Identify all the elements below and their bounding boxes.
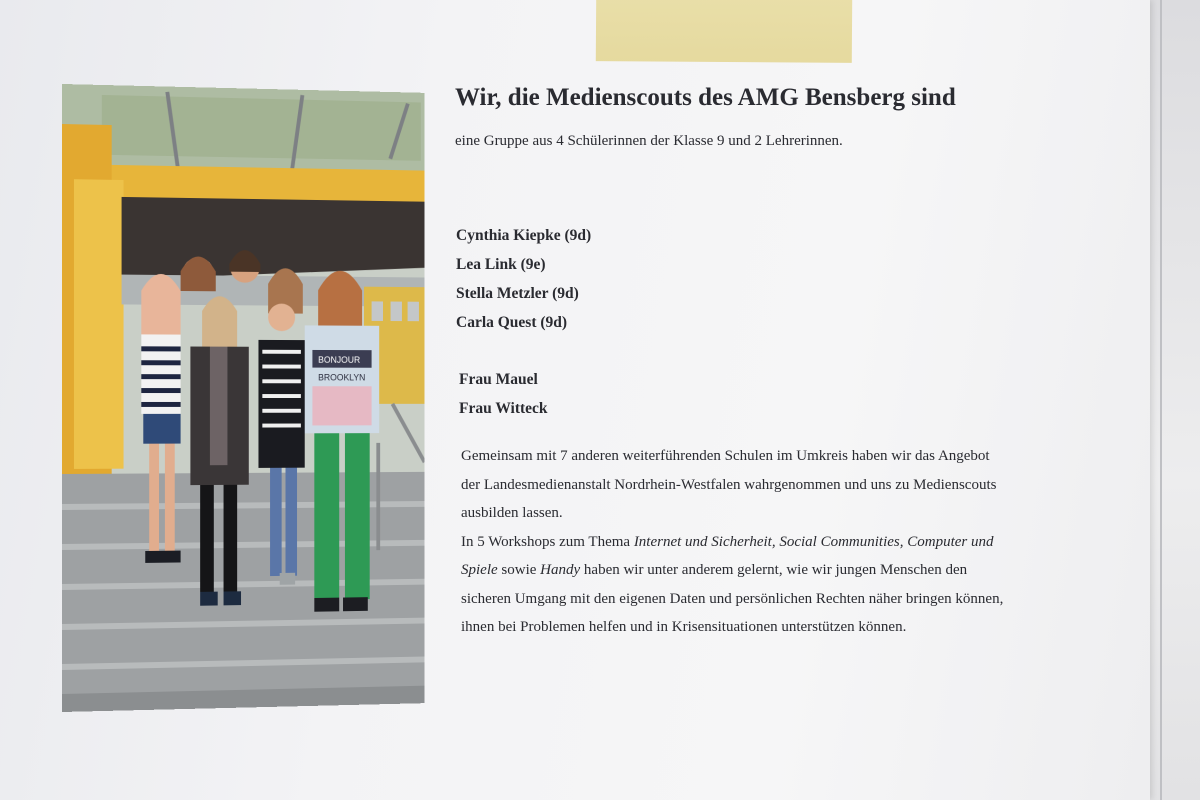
paragraph-line	[461, 556, 1081, 585]
shirt-text-1: BONJOUR	[318, 354, 361, 365]
paragraph-line: der Landesmedienanstalt Nordrhein-Westfalen wahrgenommen und uns zu Medienscouts	[461, 476, 997, 493]
paragraph-line: ihnen bei Problemen helfen und in Krisensituationen unterstützen können.	[461, 619, 907, 635]
student-list	[456, 221, 591, 337]
student-name: Lea Link (9e)	[456, 256, 546, 273]
wall-edge	[1160, 0, 1162, 800]
paragraph-text: haben wir unter anderem gelernt, wie wir jungen Menschen den	[580, 562, 968, 578]
paragraph-line: Gemeinsam mit 7 anderen weiterführenden Schulen im Umkreis haben wir das Angebot	[461, 448, 990, 464]
workshop-topic-handy: Handy	[540, 562, 581, 578]
teacher-name: Frau Mauel	[459, 371, 538, 388]
workshop-topic-games: Spiele	[461, 562, 498, 578]
shirt-text-2: BROOKLYN	[318, 372, 366, 383]
student-name: Cynthia Kiepke (9d)	[456, 227, 592, 244]
description-paragraph	[461, 442, 1081, 642]
document-subtitle: eine Gruppe aus 4 Schülerinnen der Klasse 9 und 2 Lehrerinnen.	[455, 133, 843, 149]
adhesive-tape	[596, 0, 852, 63]
paragraph-line: sicheren Umgang mit den eigenen Daten und persönlichen Rechten näher bringen können,	[461, 590, 1004, 607]
workshop-topics: Internet und Sicherheit, Social Communities, Computer und	[633, 533, 994, 550]
student-name: Carla Quest (9d)	[456, 314, 568, 331]
paragraph-line	[461, 528, 1081, 557]
document-title: Wir, die Medienscouts des AMG Bensberg sind	[455, 84, 956, 111]
student-name: Stella Metzler (9d)	[456, 285, 579, 302]
group-photo	[62, 84, 425, 712]
paragraph-line: ausbilden lassen.	[461, 505, 563, 521]
paragraph-text: sowie	[497, 562, 541, 578]
teacher-name: Frau Witteck	[459, 400, 548, 417]
paragraph-text: In 5 Workshops zum Thema	[461, 533, 634, 550]
teacher-list	[459, 365, 548, 423]
